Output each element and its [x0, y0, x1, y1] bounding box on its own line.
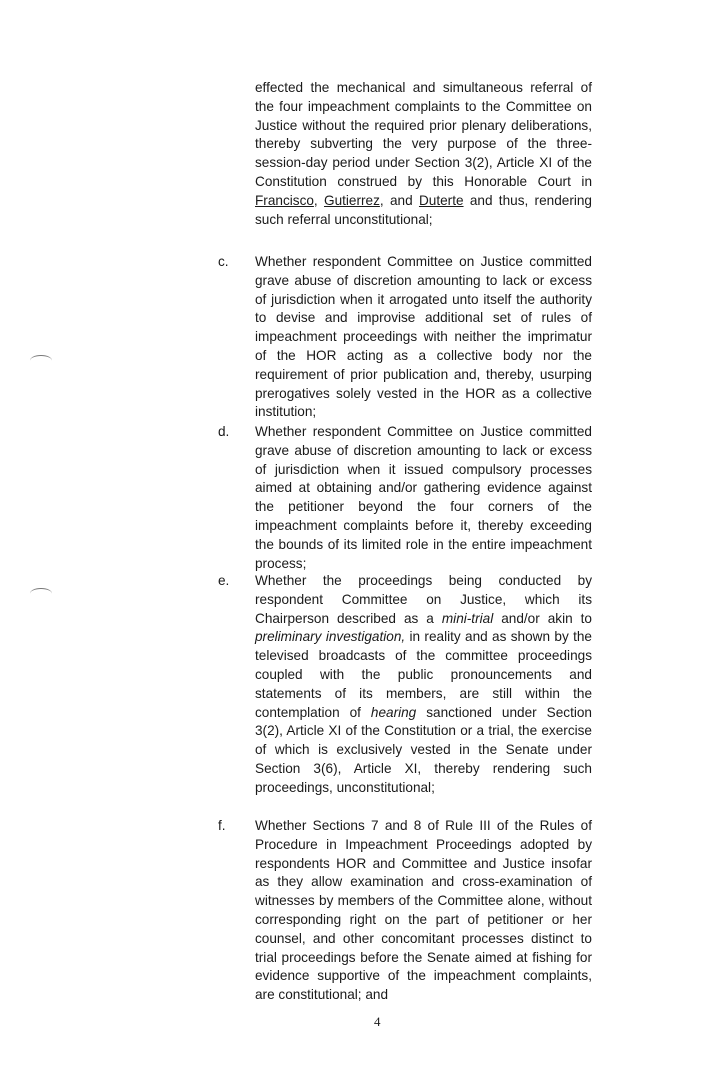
- paragraph-text: ,: [313, 192, 324, 208]
- paragraph-text: Whether respondent Committee on Justice committed grave abuse of discretion amounting to lack or excess of jurisdiction when it arrogated unto itself the authority to devise and improvise additional set of rules of impeachment proceedings with neither the imprimatur of the HOR acting as a collective body nor the requirement of prior publication and, thereby, usurping prerogatives solely vested in the HOR as a collective institution;: [255, 254, 592, 420]
- case-citation: Gutierrez: [324, 192, 380, 208]
- item-c-letter: c.: [218, 254, 229, 269]
- scan-margin-mark: [30, 355, 52, 366]
- paragraph-text: Whether the proceedings being conducted by respondent Committee on Justice, which its Chairperson described as a: [255, 573, 592, 626]
- paragraph-text: in reality and as shown by the televised broadcasts of the committee proceedings coupled with the public pronouncements and statements of its members, are still within the contemplation of: [255, 629, 592, 720]
- emphasized-term: mini-trial: [441, 610, 494, 626]
- item-c-paragraph: [255, 253, 592, 422]
- case-citation: Francisco: [255, 192, 314, 208]
- item-e-paragraph: [255, 572, 592, 798]
- paragraph-text: and/or akin to: [493, 610, 592, 626]
- item-d-paragraph: [255, 423, 592, 573]
- emphasized-term: preliminary investigation,: [255, 629, 406, 645]
- paragraph-text: , and: [379, 192, 419, 208]
- paragraph-text: sanctioned under Section 3(2), Article XI of the Constitution or a trial, the exercise of which is exclusively vested in the Senate under Section 3(6), Article XI, thereby rendering such proceedings, unconstitutional;: [255, 704, 592, 795]
- scan-margin-mark: [30, 588, 52, 599]
- paragraph-text: and thus, rendering such referral unconstitutional;: [255, 192, 592, 227]
- intro-paragraph: [255, 79, 592, 229]
- item-f-paragraph: [255, 817, 592, 1005]
- item-f-letter: f.: [218, 818, 226, 833]
- paragraph-text: effected the mechanical and simultaneous referral of the four impeachment complaints to the Committee on Justice without the required prior plenary deliberations, thereby subverting the very purpose of the three-session-day period under Section 3(2), Article XI of the Constitution construed by this Honorable Court in: [255, 80, 592, 189]
- case-citation: Duterte: [418, 192, 464, 208]
- emphasized-term: hearing: [370, 704, 417, 720]
- item-d-letter: d.: [218, 424, 230, 439]
- paragraph-text: Whether Sections 7 and 8 of Rule III of the Rules of Procedure in Impeachment Proceedings adopted by respondents HOR and Committee and Justice insofar as they allow examination and cross-examination of witnesses by members of the Committee alone, without corresponding right on the part of petitioner or her counsel, and other concomitant processes distinct to trial proceedings before the Senate aimed at fishing for evidence supportive of the impeachment complaints, are constitutional; and: [255, 818, 592, 1003]
- paragraph-text: Whether respondent Committee on Justice committed grave abuse of discretion amounting to lack or excess of jurisdiction when it issued compulsory processes aimed at obtaining and/or gathering evidence against the petitioner beyond the four corners of the impeachment complaints before it, thereby exceeding the bounds of its limited role in the entire impeachment process;: [255, 424, 592, 571]
- page-number: 4: [374, 1014, 381, 1029]
- item-e-letter: e.: [218, 573, 230, 588]
